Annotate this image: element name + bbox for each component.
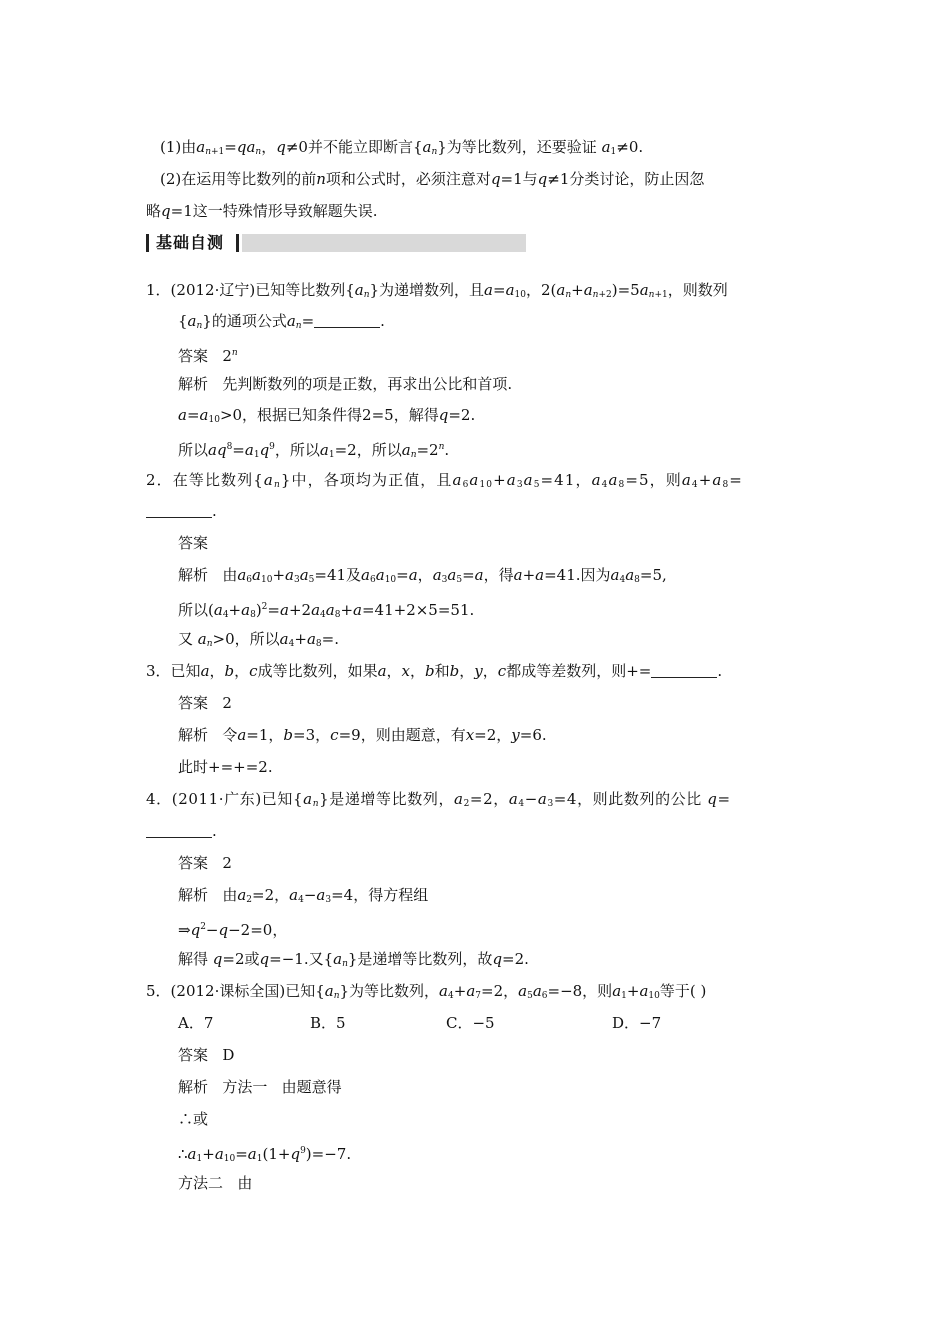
p2-answer: 答案 bbox=[178, 534, 209, 552]
problem-4: 4．(2011·广东)已知$\{a_n\}$是递增等比数列，$a_2=2$，$a_4-a_3=4$，则此数列的公比 q= bbox=[146, 790, 731, 809]
p1-analysis-3: 所以$aq^8=a_1q^9$，所以$a_1=2$，所以$a_n=2^n$. bbox=[178, 441, 450, 460]
section-title: 基础自测 bbox=[156, 233, 225, 252]
option-d[interactable]: D．−7 bbox=[612, 1014, 662, 1032]
p2-analysis-2: 所以$(a_4+a_8)^2=a+2a_4a_8+a=41+2\times 5=51$. bbox=[178, 601, 475, 620]
problem-5: 5．(2012·课标全国)已知$\{a_n\}$为等比数列，$a_4+a_7=2$，$a_5a_6=-8$，则$a_1+a_{10}$等于( ) bbox=[146, 982, 707, 1001]
problem-1: 1．(2012·辽宁)已知等比数列$\{a_n\}$为递增数列，且$a=a_{10}$，$2(a_n+a_{n+2})=5a_{n+1}$，则数列 bbox=[146, 281, 728, 300]
p4-answer: 答案 2 bbox=[178, 854, 232, 872]
p5-answer: 答案 D bbox=[178, 1046, 235, 1064]
option-c[interactable]: C．−5 bbox=[446, 1014, 495, 1032]
section-bar bbox=[242, 234, 526, 252]
option-a[interactable]: A．7 bbox=[178, 1014, 214, 1032]
answer-blank[interactable] bbox=[314, 313, 380, 328]
problem-4-blank: . bbox=[146, 820, 217, 842]
section-pipe-left bbox=[146, 234, 149, 252]
section-header bbox=[146, 233, 526, 253]
p4-analysis: 解析 由$a_2=2$，$a_4-a_3=4$，得方程组 bbox=[178, 886, 429, 905]
answer-blank[interactable] bbox=[146, 503, 212, 518]
p3-answer: 答案 2 bbox=[178, 694, 232, 712]
answer-blank[interactable] bbox=[146, 823, 212, 838]
p4-analysis-2: $\Rightarrow q^2-q-2=0$， bbox=[178, 921, 288, 939]
p1-analysis: 解析 先判断数列的项是正数，再求出公比和首项. bbox=[178, 375, 513, 393]
p2-analysis-3: 又 $a_n>0$，所以$a_4+a_8=$. bbox=[178, 630, 339, 649]
p5-analysis: 解析 方法一 由题意得 bbox=[178, 1078, 342, 1096]
p4-analysis-3: 解得 q=2或q=−1.又$\{a_n\}$是递增等比数列，故q=2. bbox=[178, 950, 529, 969]
section-pipe-right bbox=[236, 234, 239, 252]
note-2-cont: 略q=1这一特殊情形导致解题失误. bbox=[146, 202, 378, 220]
problem-1-line2: $\{a_n\}$的通项公式$a_n=$ . bbox=[178, 312, 385, 331]
p1-analysis-2: $a=a_{10}>0$，根据已知条件得2=5，解得q=2. bbox=[178, 406, 476, 425]
note-2: (2)在运用等比数列的前n项和公式时，必须注意对q=1与q≠1分类讨论，防止因忽 bbox=[160, 170, 705, 188]
p3-analysis: 解析 令a=1，b=3，c=9，则由题意，有x=2，y=6. bbox=[178, 726, 547, 744]
p1-answer: 答案 2$^n$ bbox=[178, 347, 238, 365]
p5-method2: 方法二 由 bbox=[178, 1174, 253, 1192]
problem-2: 2．在等比数列$\{a_n\}$中，各项均为正值，且$a_6a_{10}+a_3a_5=41$，$a_4a_8=5$，则$a_4+a_8=$ bbox=[146, 471, 743, 490]
p5-analysis-result: $\therefore a_1+a_{10}=a_1(1+q^9)=-7$. bbox=[178, 1145, 352, 1164]
p2-analysis: 解析 由$a_6a_{10}+a_3a_5=41$及$a_6a_{10}=a$，$a_3a_5=a$，得a+a=41.因为$a_4a_8=5$, bbox=[178, 566, 667, 585]
problem-2-blank: . bbox=[146, 500, 217, 522]
p3-analysis-2: 此时+=+=2. bbox=[178, 758, 273, 776]
p5-analysis-or: ∴或 bbox=[178, 1110, 209, 1128]
answer-blank[interactable] bbox=[651, 663, 717, 678]
problem-3: 3．已知a，b，c成等比数列，如果a，x，b和b，y，c都成等差数列，则+= . bbox=[146, 662, 723, 680]
note-1: (1)由$a_{n+1}=qa_n$，q≠0并不能立即断言$\{a_n\}$为等比数列，还要验证 $a_1\ne 0$. bbox=[160, 138, 644, 157]
option-b[interactable]: B．5 bbox=[310, 1014, 346, 1032]
